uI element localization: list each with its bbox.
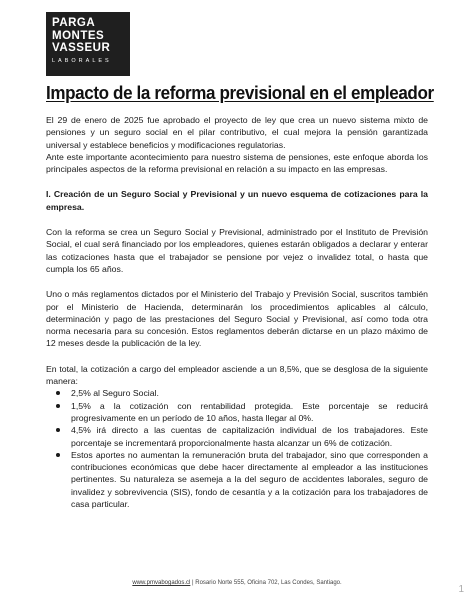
section-paragraph-1: Con la reforma se crea un Seguro Social y Previsional, administrado por el Instituto de Previsión Social, el cual será financiado por los empleadores, quienes estarán obligados a declarar y enterar las cotizaciones hasta que el trabajador se pensione por vejez o invalidez total, o hasta que cumpla los 65 años. bbox=[46, 227, 428, 274]
website-link[interactable]: www.pmvabogados.cl bbox=[132, 580, 191, 586]
intro-paragraph-1: El 29 de enero de 2025 fue aprobado el proyecto de ley que crea un nuevo sistema mixto de pensiones y un seguro social en el pilar contributivo, el cual mejora la pensión garantizada universal y establece beneficios y modificaciones regulatorias. bbox=[46, 115, 428, 150]
section-paragraph-3: En total, la cotización a cargo del empleador asciende a un 8,5%, que se desglosa de la siguiente manera: bbox=[46, 363, 428, 387]
logo-line-2: MONTES bbox=[52, 29, 105, 42]
company-logo bbox=[46, 12, 130, 76]
section-heading: I. Creación de un Seguro Social y Previsional y un nuevo esquema de cotizaciones para la empresa. bbox=[46, 189, 428, 212]
section-paragraph-2: Uno o más reglamentos dictados por el Ministerio del Trabajo y Previsión Social, suscritos también por el Ministerio de Hacienda, determinarán los procedimientos aplicables al cálculo, determinación y pago de las prestaciones del Seguro Social y Previsional, así como toda otra norma necesaria para su concesión. Estos reglamentos deberán dictarse en un plazo máximo de 12 meses desde la publicación de la ley. bbox=[46, 289, 428, 349]
logo-line-1: PARGA bbox=[52, 17, 96, 29]
list-item: Estos aportes no aumentan la remuneración bruta del trabajador, sino que corresponden a contribuciones económicas que debe hacer directamente al empleador a las instituciones pertinentes. Su naturaleza se asemeja a la del seguro de accidentes laborales, seguro de invalidez y sobrevivencia (SIS), fondo de cesantía y a la cotización para los trabajadores de casa particular. bbox=[54, 449, 428, 510]
list-item: 4,5% irá directo a las cuentas de capitalización individual de los trabajadores. Este porcentaje se incrementará proporcionalmente hasta alcanzar un 6% de cotización. bbox=[54, 424, 428, 449]
logo-subtitle: LABORALES bbox=[52, 57, 112, 64]
document-title: Impacto de la reforma previsional en el empleador bbox=[46, 82, 434, 103]
page-number: 1 bbox=[458, 584, 464, 595]
logo-line-3: VASSEUR bbox=[52, 42, 111, 54]
footer-address: | Rosario Norte 555, Oficina 702, Las Condes, Santiago. bbox=[190, 580, 342, 586]
document-body bbox=[46, 114, 428, 510]
page-footer bbox=[0, 580, 474, 586]
contribution-list bbox=[46, 387, 428, 510]
intro-paragraph-2: Ante este importante acontecimiento para nuestro sistema de pensiones, este enfoque aborda los principales aspectos de la reforma previsional en relación a su impacto en las empresas. bbox=[46, 151, 428, 175]
list-item: 2,5% al Seguro Social. bbox=[54, 387, 428, 399]
list-item: 1,5% a la cotización con rentabilidad protegida. Este porcentaje se reducirá progresivamente en un período de 10 años, hasta llegar al 0%. bbox=[54, 400, 428, 425]
